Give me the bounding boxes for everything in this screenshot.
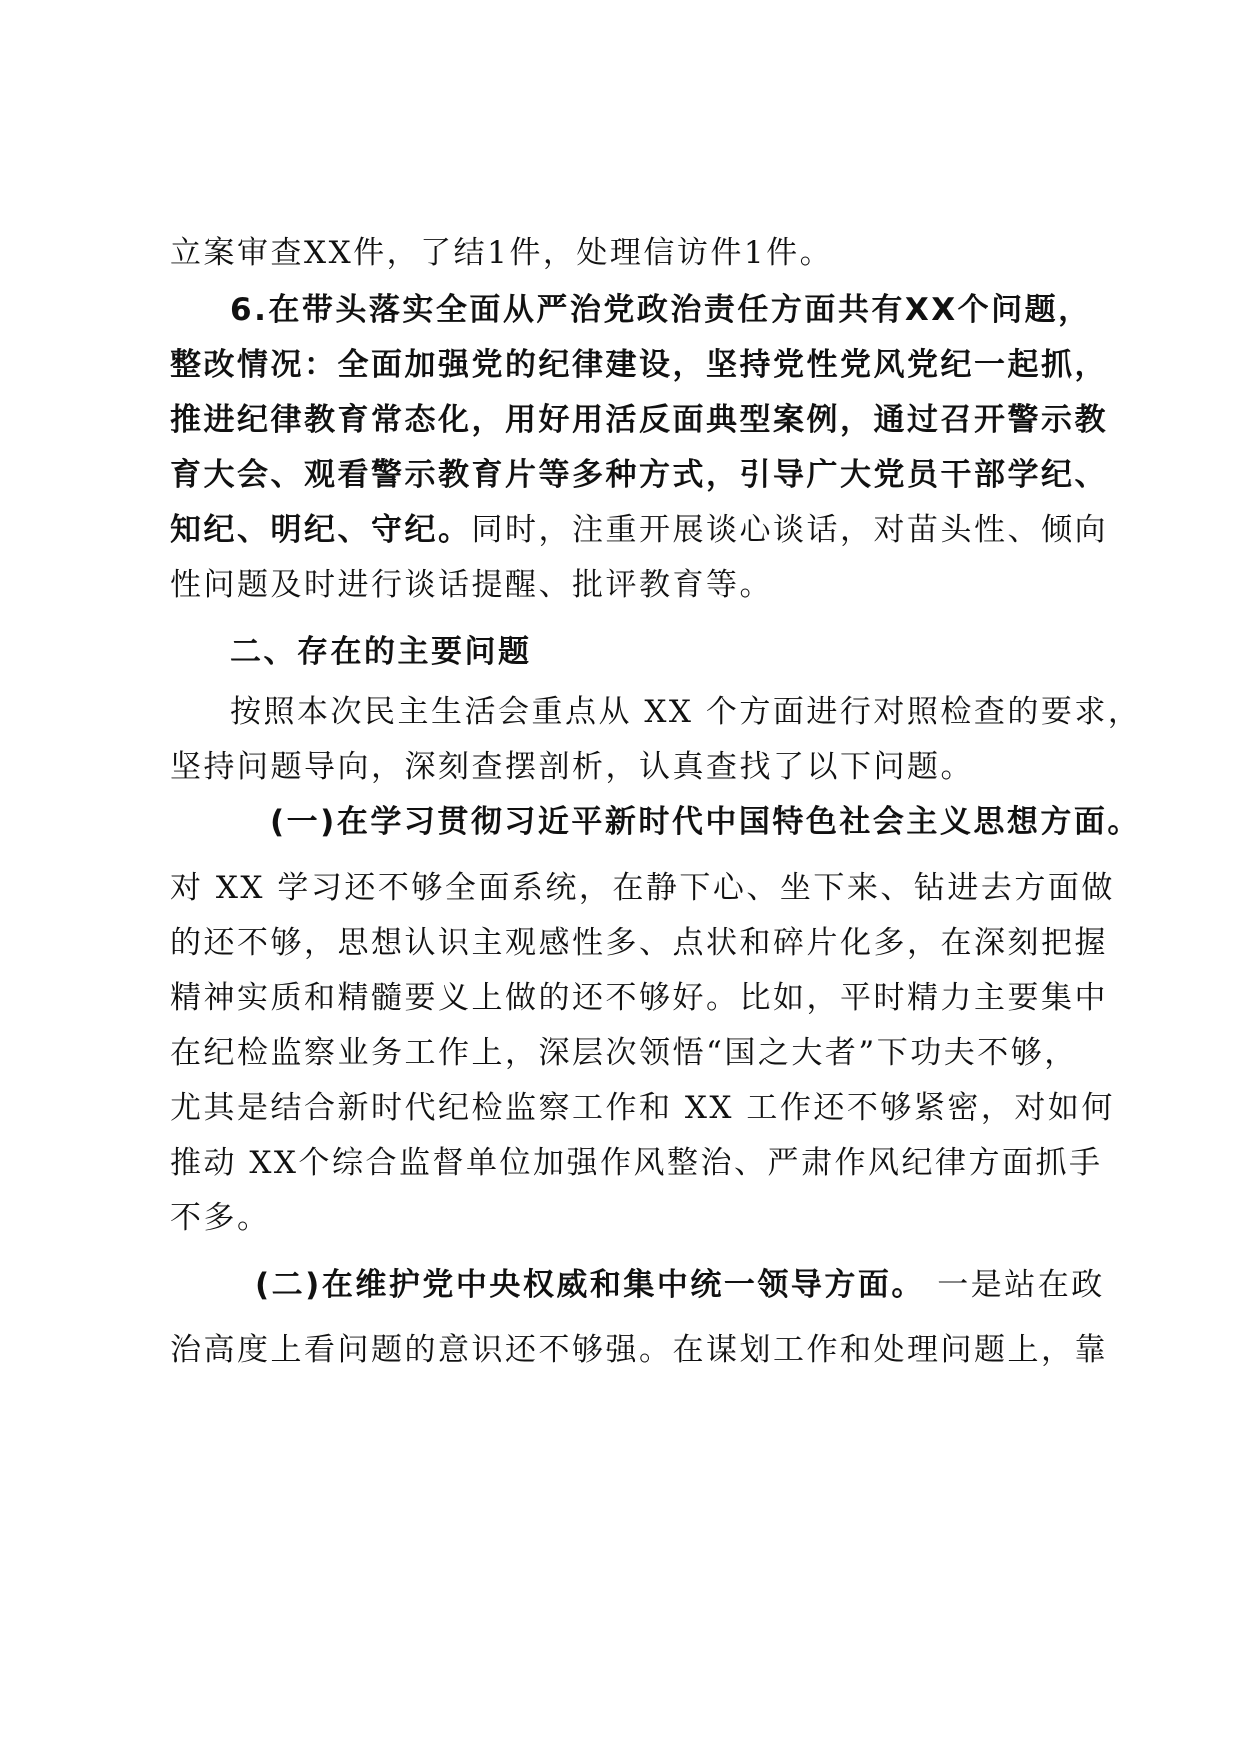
bold-text-segment: 知纪、明纪、守纪。 bbox=[170, 512, 472, 548]
regular-text-segment: 一是站在政 bbox=[924, 1267, 1105, 1303]
text-line: 坚持问题导向，深刻查摆剖析，认真查找了以下问题。 bbox=[170, 749, 974, 785]
text-line: 推动 XX个综合监督单位加强作风整治、严肃作风纪律方面抓手 bbox=[170, 1145, 1103, 1181]
text-line: 性问题及时进行谈话提醒、批评教育等。 bbox=[170, 567, 773, 603]
mixed-text-line bbox=[170, 510, 1108, 550]
text-line: 在纪检监察业务工作上，深层次领悟“国之大者”下功夫不够， bbox=[170, 1035, 1078, 1071]
bold-text-line: 整改情况：全面加强党的纪律建设，坚持党性党风党纪一起抓， bbox=[170, 347, 1108, 383]
mixed-text-line bbox=[255, 1265, 1105, 1305]
text-line: 不多。 bbox=[170, 1200, 271, 1236]
subsection-heading-2: (二)在维护党中央权威和集中统一领导方面。 bbox=[255, 1267, 925, 1303]
text-line: 治高度上看问题的意识还不够强。在谋划工作和处理问题上，靠 bbox=[170, 1332, 1108, 1368]
text-line: 精神实质和精髓要义上做的还不够好。比如，平时精力主要集中 bbox=[170, 980, 1108, 1016]
subsection-heading-1: (一)在学习贯彻习近平新时代中国特色社会主义思想方面。 bbox=[270, 804, 1141, 840]
bold-text-line: 推进纪律教育常态化，用好用活反面典型案例，通过召开警示教 bbox=[170, 402, 1108, 438]
text-line-1: 立案审查XX件，了结1件，处理信访件1件。 bbox=[170, 235, 834, 271]
text-line: 按照本次民主生活会重点从 XX 个方面进行对照检查的要求， bbox=[230, 694, 1142, 730]
section-heading: 二、存在的主要问题 bbox=[230, 634, 532, 670]
regular-text-segment: 同时，注重开展谈心谈话，对苗头性、倾向 bbox=[471, 512, 1108, 548]
text-line: 对 XX 学习还不够全面系统，在静下心、坐下来、钻进去方面做 bbox=[170, 870, 1115, 906]
text-line: 尤其是结合新时代纪检监察工作和 XX 工作还不够紧密，对如何 bbox=[170, 1090, 1115, 1126]
text-line: 的还不够，思想认识主观感性多、点状和碎片化多，在深刻把握 bbox=[170, 925, 1108, 961]
numbered-item-6-heading: 6.在带头落实全面从严治党政治责任方面共有XX个问题， bbox=[230, 292, 1092, 328]
bold-text-line: 育大会、观看警示教育片等多种方式，引导广大党员干部学纪、 bbox=[170, 457, 1108, 493]
